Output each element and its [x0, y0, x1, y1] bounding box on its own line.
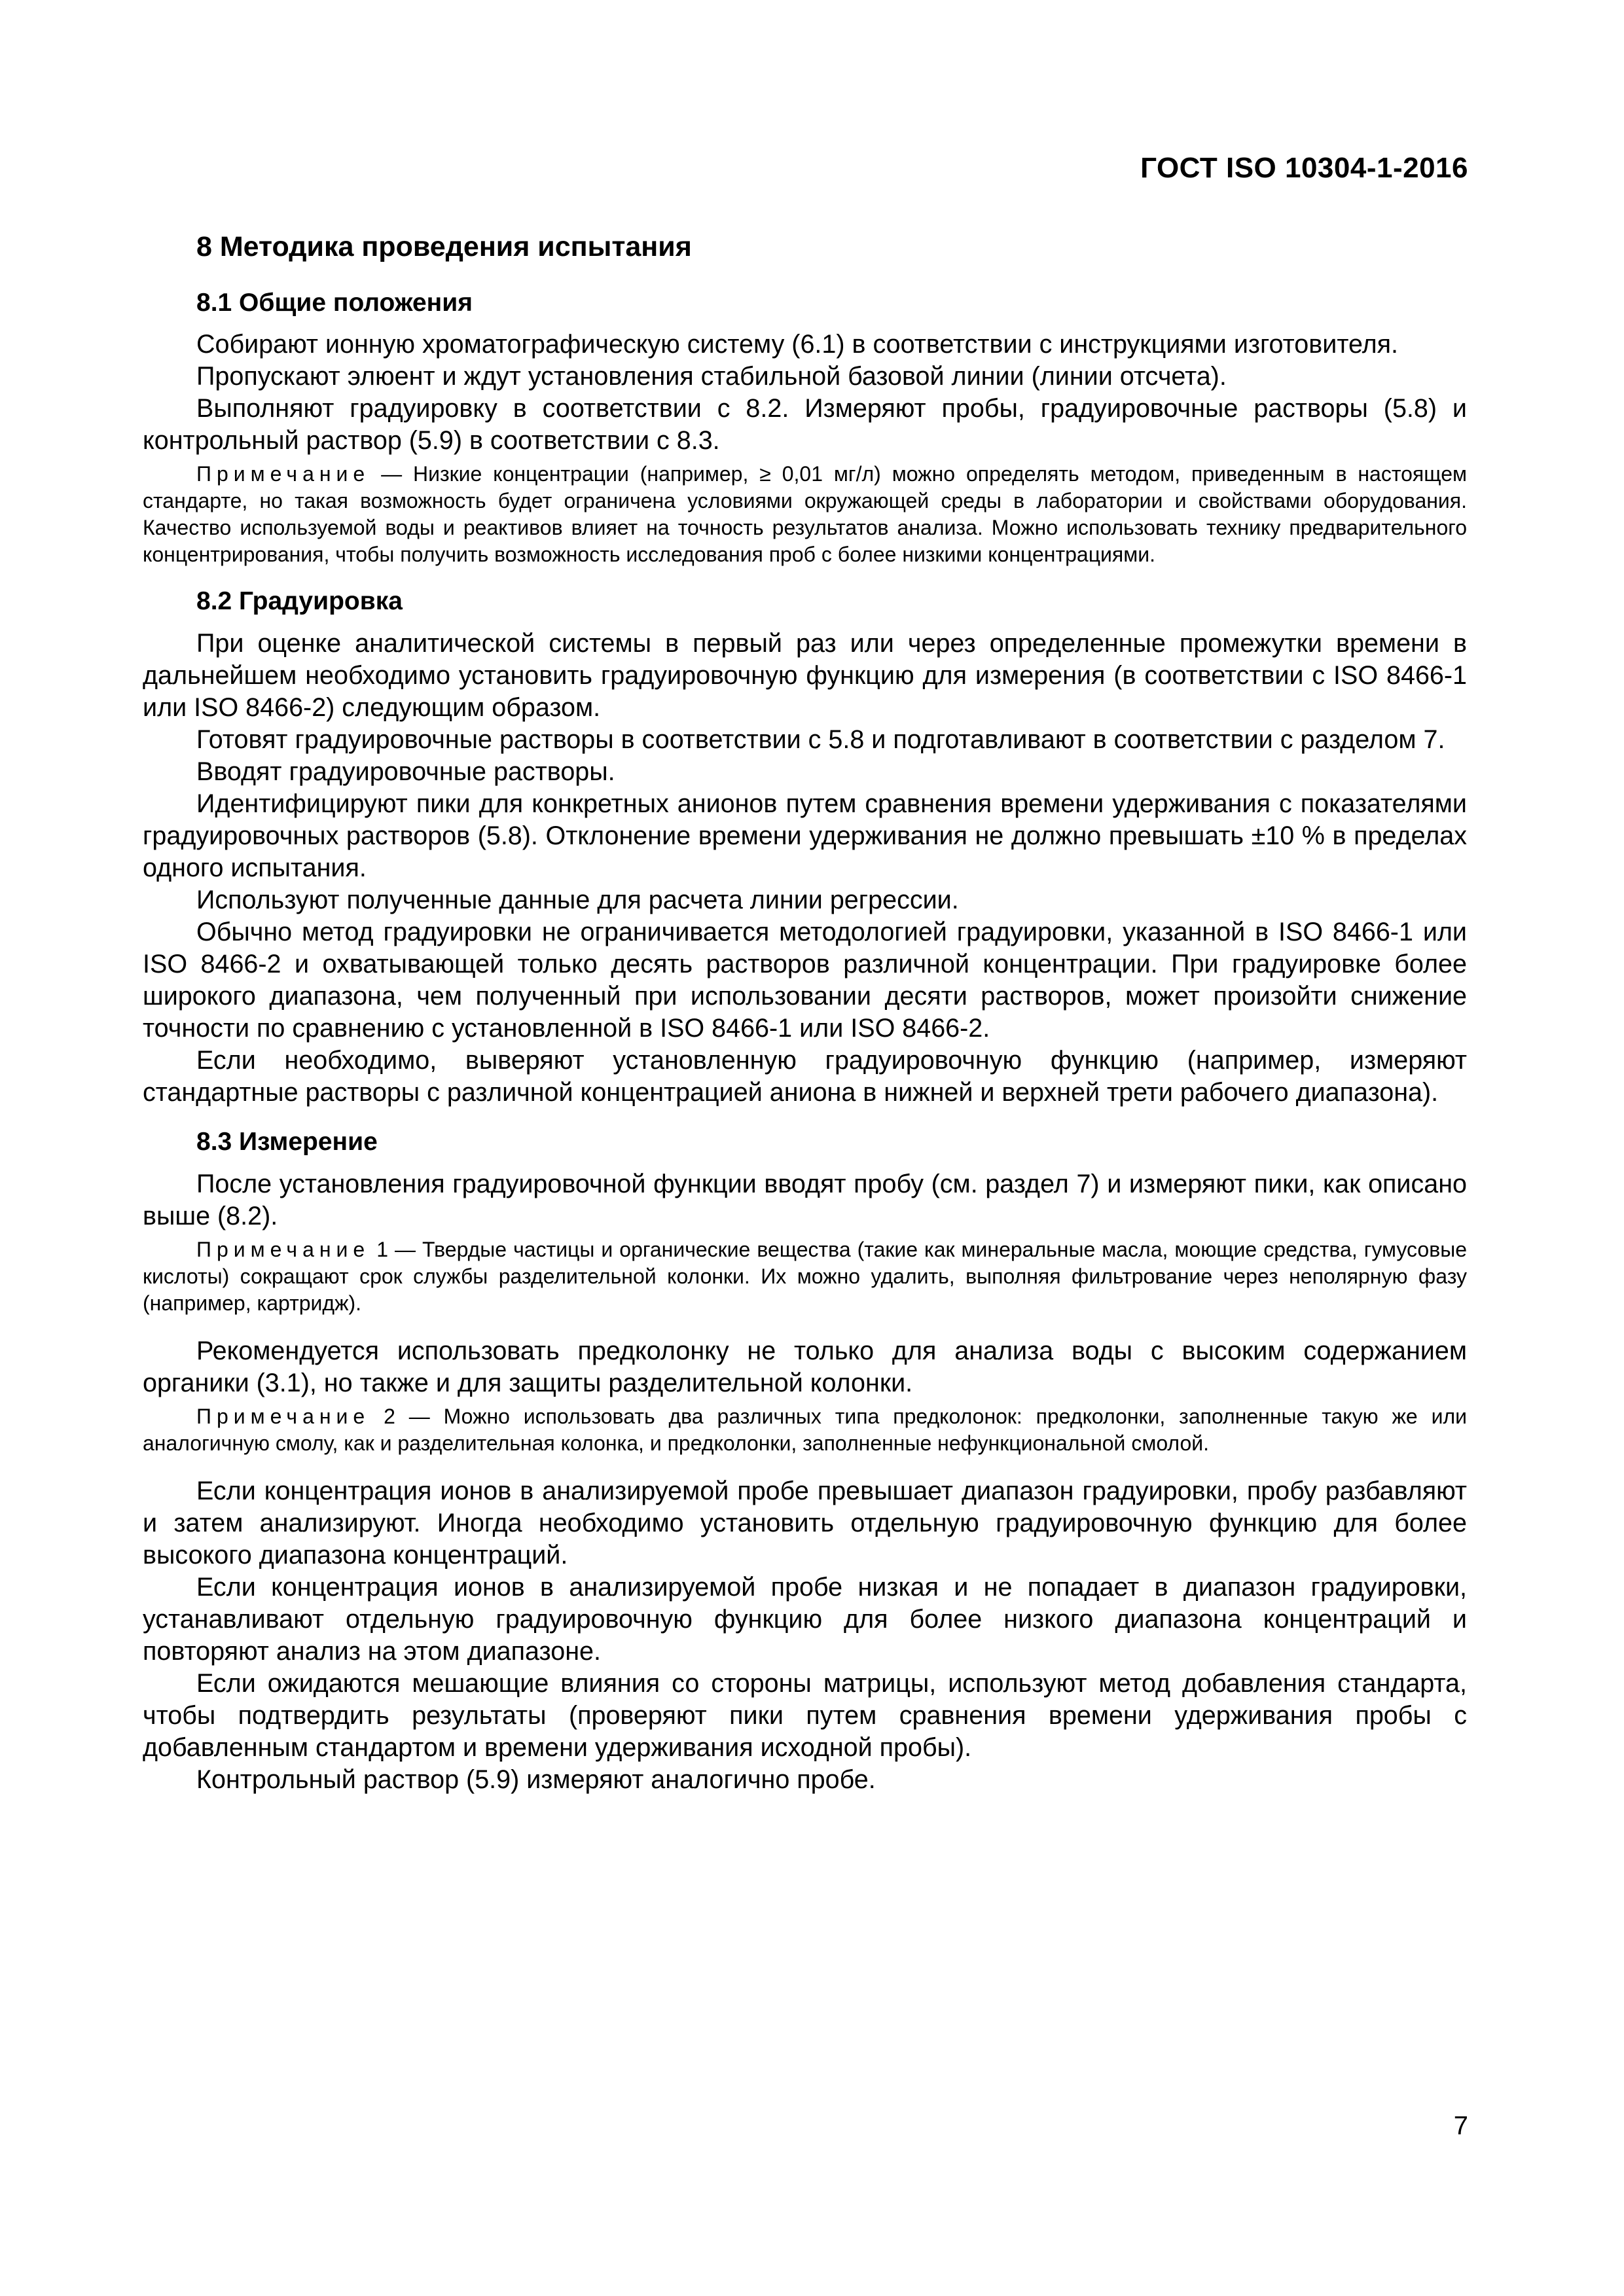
- note-text: 1 — Твердые частицы и органические вещества (такие как минеральные масла, моющие средства, гумусовые кислоты) сокращают срок службы разделительной колонки. Их можно удалить, выполняя фильтрование через неполярную фазу (например, картридж).: [143, 1237, 1467, 1315]
- section-8-title: 8 Методика проведения испытания: [196, 231, 692, 262]
- note: [143, 1403, 1467, 1457]
- paragraph: Обычно метод градуировки не ограничивается методологией градуировки, указанной в ISO 8466-1 или ISO 8466-2 и охватывающей только десять растворов различной концентрации. При градуировке более широкого диапазона, чем полученный при использовании десяти растворов, может произойти снижение точности по сравнению с установленной в ISO 8466-1 или ISO 8466-2.: [143, 918, 1467, 1043]
- note-label: Примечание: [196, 1404, 370, 1428]
- note-label: Примечание: [196, 462, 370, 486]
- standard-code: ГОСТ ISO 10304-1-2016: [1140, 152, 1468, 184]
- section-8-1-title: 8.1 Общие положения: [196, 288, 473, 317]
- note-text: — Низкие концентрации (например, ≥ 0,01 мг/л) можно определять методом, приведенным в настоящем стандарте, но такая возможность будет ограничена условиями окружающей среды в лаборатории и свойствами оборудования. Качество используемой воды и реактивов влияет на точность результатов анализа. Можно использовать технику предварительного концентрирования, чтобы получить возможность исследования проб с более низкими концентрациями.: [143, 462, 1467, 567]
- page-content: [143, 230, 1467, 1796]
- paragraph: Собирают ионную хроматографическую систему (6.1) в соответствии с инструкциями изготовителя.: [196, 330, 1399, 359]
- paragraph: Если необходимо, выверяют установленную градуировочную функцию (например, измеряют стандартные растворы с различной концентрацией аниона в нижней и верхней трети рабочего диапазона).: [143, 1046, 1467, 1107]
- paragraph: Вводят градуировочные растворы.: [196, 757, 615, 787]
- paragraph: После установления градуировочной функции вводят пробу (см. раздел 7) и измеряют пики, как описано выше (8.2).: [143, 1169, 1467, 1230]
- paragraph: Рекомендуется использовать предколонку не только для анализа воды с высоким содержанием органики (3.1), но также и для защиты разделительной колонки.: [143, 1336, 1467, 1397]
- note-label: Примечание: [196, 1237, 370, 1261]
- paragraph: Выполняют градуировку в соответствии с 8.2. Измеряют пробы, градуировочные растворы (5.8) и контрольный раствор (5.9) в соответствии с 8.3.: [143, 394, 1467, 456]
- paragraph: Готовят градуировочные растворы в соответствии с 5.8 и подготавливают в соответствии с разделом 7.: [196, 725, 1445, 755]
- note: [143, 1236, 1467, 1317]
- note: [143, 461, 1467, 568]
- paragraph: Пропускают элюент и ждут установления стабильной базовой линии (линии отсчета).: [196, 362, 1227, 391]
- paragraph: Идентифицируют пики для конкретных анионов путем сравнения времени удерживания с показателями градуировочных растворов (5.8). Отклонение времени удерживания не должно превышать ±10 % в пределах одного испытания.: [143, 789, 1467, 883]
- paragraph: Используют полученные данные для расчета линии регрессии.: [196, 886, 959, 915]
- note-text: 2 — Можно использовать два различных типа предколонок: предколонки, заполненные такую же или аналогичную смолу, как и разделительная колонка, и предколонки, заполненные нефункциональной смолой.: [143, 1404, 1467, 1455]
- paragraph: При оценке аналитической системы в первый раз или через определенные промежутки времени в дальнейшем необходимо установить градуировочную функцию для измерения (в соответствии с ISO 8466-1 или ISO 8466-2) следующим образом.: [143, 629, 1467, 723]
- section-8-3-title: 8.3 Измерение: [196, 1128, 378, 1157]
- paragraph: Контрольный раствор (5.9) измеряют аналогично пробе.: [196, 1765, 876, 1794]
- paragraph: Если ожидаются мешающие влияния со стороны матрицы, используют метод добавления стандарта, чтобы подтвердить результаты (проверяют пики путем сравнения времени удерживания пробы с добавленным стандартом и времени удерживания исходной пробы).: [143, 1668, 1467, 1762]
- paragraph: Если концентрация ионов в анализируемой пробе превышает диапазон градуировки, пробу разбавляют и затем анализируют. Иногда необходимо установить отдельную градуировочную функцию для более высокого диапазона концентраций.: [143, 1476, 1467, 1570]
- paragraph: Если концентрация ионов в анализируемой пробе низкая и не попадает в диапазон градуировки, устанавливают отдельную градуировочную функцию для более низкого диапазона концентраций и повторяют анализ на этом диапазоне.: [143, 1572, 1467, 1666]
- page-number: 7: [1453, 2111, 1468, 2140]
- section-8-2-title: 8.2 Градуировка: [196, 587, 403, 616]
